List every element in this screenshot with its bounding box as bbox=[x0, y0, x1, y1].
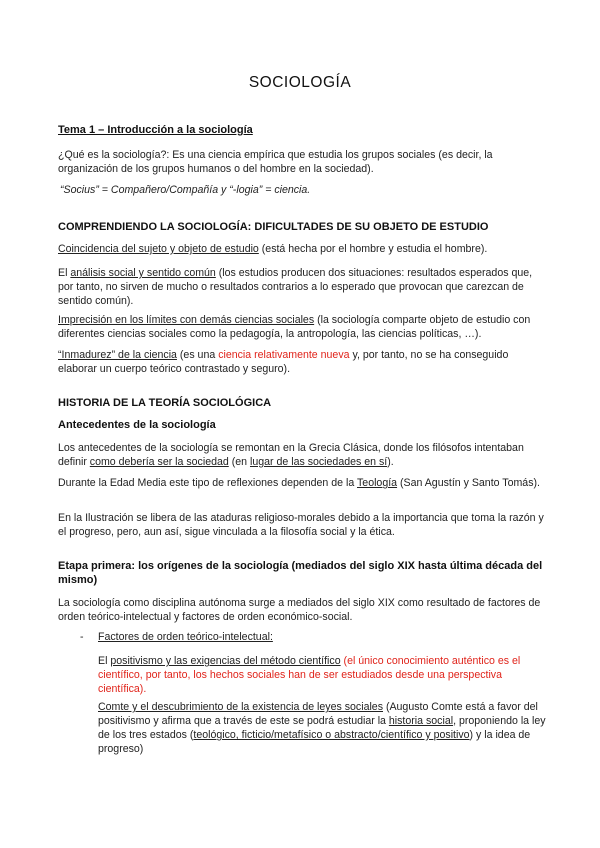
underlined-term: “Inmadurez” de la ciencia bbox=[58, 349, 177, 361]
underlined-term: Coincidencia del sujeto y objeto de estudio bbox=[58, 243, 259, 255]
text-run: (está hecha por el hombre y estudia el hombre). bbox=[258, 243, 488, 255]
highlighted-text: ciencia relativamente nueva bbox=[218, 349, 350, 361]
text-run: ). bbox=[387, 456, 394, 468]
text-run: (los estudios producen dos situaciones: resultados esperados que, por tanto, no sirven de mucho o resultados contrarios a lo esperado que provocan que carezcan de sentido común). bbox=[58, 267, 533, 307]
subheading-etapa-primera: Etapa primera: los orígenes de la sociología (mediados del siglo XIX hasta última década del mismo) bbox=[58, 560, 543, 586]
list-bullet: - bbox=[80, 631, 84, 643]
highlighted-text: (el único conocimiento auténtico es el científico, por tanto, los hechos sociales han de ser estudiados desde una perspectiva científica). bbox=[98, 655, 521, 695]
underlined-term: Imprecisión en los límites con demás ciencias sociales bbox=[58, 314, 315, 326]
text-run: El bbox=[58, 267, 71, 279]
text-run: (San Agustín y Santo Tomás). bbox=[397, 477, 540, 489]
tema-heading: Tema 1 – Introducción a la sociología bbox=[58, 124, 253, 136]
paragraph-coincidencia bbox=[58, 242, 548, 256]
paragraph-inmadurez bbox=[58, 348, 548, 376]
paragraph-disciplina: La sociología como disciplina autónoma surge a mediados del siglo XIX como resultado de factores de orden teórico-intelectual y factores de orden económico-social. bbox=[58, 597, 541, 623]
paragraph-comte bbox=[98, 700, 546, 756]
underlined-term: Comte y el descubrimiento de la existencia de leyes sociales bbox=[98, 701, 383, 713]
text-run: ) y la idea de progreso) bbox=[98, 729, 531, 755]
document-title: SOCIOLOGÍA bbox=[248, 74, 352, 91]
underlined-term: como debería ser la sociedad bbox=[89, 456, 229, 468]
text-run: Durante la Edad Media este tipo de reflexiones dependen de la bbox=[58, 477, 357, 489]
paragraph-imprecision bbox=[58, 313, 548, 341]
factores-heading: Factores de orden teórico-intelectual: bbox=[98, 631, 273, 643]
underlined-term: análisis social y sentido común bbox=[70, 267, 216, 279]
paragraph-ilustracion: En la Ilustración se libera de las ataduras religioso-morales debido a la importancia que toma la razón y el progreso, pero, aun así, sigue vinculada a la filosofía social y la ética. bbox=[58, 512, 544, 538]
text-run: (en bbox=[228, 456, 250, 468]
underlined-term: positivismo y las exigencias del método científico bbox=[110, 655, 341, 667]
underlined-term: historia social bbox=[388, 715, 454, 727]
text-run: y, por tanto, no se ha conseguido elaborar un cuerpo teórico contrastado y seguro). bbox=[58, 349, 509, 375]
subheading-antecedentes: Antecedentes de la sociología bbox=[58, 419, 216, 431]
etymology-line: “Socius” = Compañero/Compañía y “-logia” = ciencia. bbox=[60, 184, 311, 196]
paragraph-grecia bbox=[58, 441, 548, 469]
paragraph-positivismo bbox=[98, 654, 546, 696]
underlined-term: teológico, ficticio/metafísico o abstracto/científico y positivo bbox=[193, 729, 470, 741]
text-run: (es una bbox=[176, 349, 219, 361]
intro-paragraph: ¿Qué es la sociología?: Es una ciencia empírica que estudia los grupos sociales (es decir, la organización de los grupos humanos o del hombre en la sociedad). bbox=[58, 149, 493, 175]
text-run: (la sociología comparte objeto de estudio con diferentes ciencias sociales como la pedagogía, la antropología, las ciencias políticas, …). bbox=[58, 314, 531, 340]
text-run: Los antecedentes de la sociología se remontan en la Grecia Clásica, donde los filósofos intentaban definir bbox=[58, 442, 524, 468]
section-heading-comprendiendo: COMPRENDIENDO LA SOCIOLOGÍA: DIFICULTADES DE SU OBJETO DE ESTUDIO bbox=[58, 221, 489, 233]
paragraph-edad-media bbox=[58, 476, 548, 490]
underlined-term: Teología bbox=[357, 477, 398, 489]
paragraph-analisis bbox=[58, 266, 548, 308]
underlined-term: lugar de las sociedades en sí bbox=[249, 456, 388, 468]
text-run: El bbox=[98, 655, 111, 667]
section-heading-historia: HISTORIA DE LA TEORÍA SOCIOLÓGICA bbox=[58, 397, 272, 409]
text-run: , proponiendo la ley de los tres estados ( bbox=[98, 715, 546, 741]
text-run: (Augusto Comte está a favor del positivismo y afirma que a través de este se podrá estudiar la bbox=[98, 701, 538, 727]
